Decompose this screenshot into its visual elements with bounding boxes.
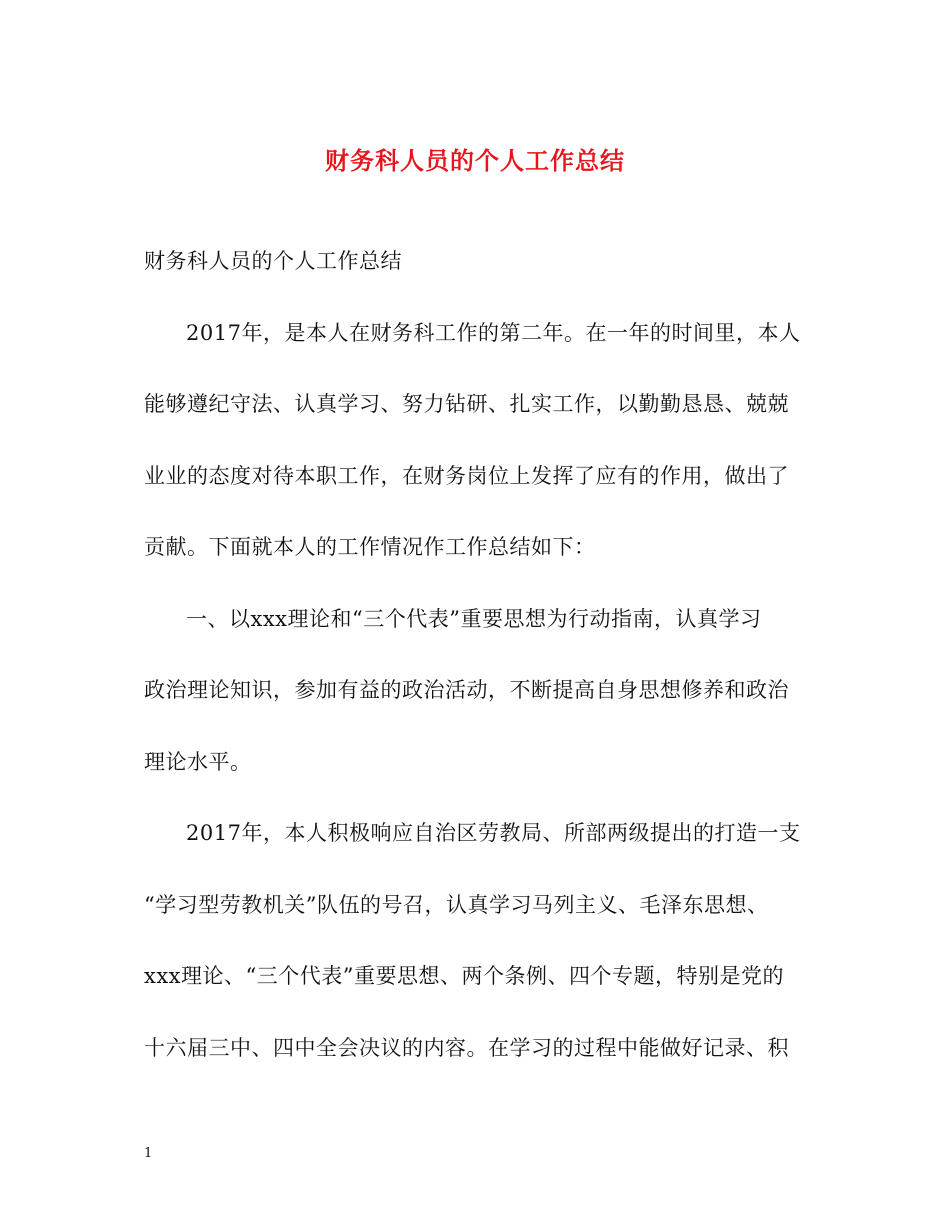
paragraph-line: 十六届三中、四中全会决议的内容。在学习的过程中能做好记录、积 bbox=[144, 1035, 789, 1060]
paragraph-line: “学习型劳教机关”队伍的号召，认真学习马列主义、毛泽东思想、 bbox=[144, 892, 769, 917]
section-heading-line: 一、以xxx理论和“三个代表”重要思想为行动指南，认真学习 bbox=[186, 606, 762, 631]
paragraph-line: 理论水平。 bbox=[144, 749, 252, 774]
paragraph-line: 2017年，本人积极响应自治区劳教局、所部两级提出的打造一支 bbox=[186, 821, 801, 845]
document-title: 财务科人员的个人工作总结 bbox=[325, 146, 625, 175]
paragraph-line: 政治理论知识，参加有益的政治活动，不断提高自身思想修养和政治 bbox=[144, 678, 789, 702]
paragraph-line: 能够遵纪守法、认真学习、努力钻研、扎实工作，以勤勤恳恳、兢兢 bbox=[144, 392, 789, 416]
page-number: 1 bbox=[144, 1146, 153, 1161]
paragraph-line: xxx理论、“三个代表”重要思想、两个条例、四个专题，特别是党的 bbox=[144, 964, 784, 988]
paragraph-line: 业业的态度对待本职工作，在财务岗位上发挥了应有的作用，做出了 bbox=[144, 463, 789, 488]
paragraph-line: 2017年，是本人在财务科工作的第二年。在一年的时间里，本人 bbox=[186, 320, 801, 345]
document-body bbox=[144, 226, 814, 1084]
body-subtitle-line: 财务科人员的个人工作总结 bbox=[144, 249, 402, 273]
paragraph-line: 贡献。下面就本人的工作情况作工作总结如下： bbox=[144, 535, 596, 559]
